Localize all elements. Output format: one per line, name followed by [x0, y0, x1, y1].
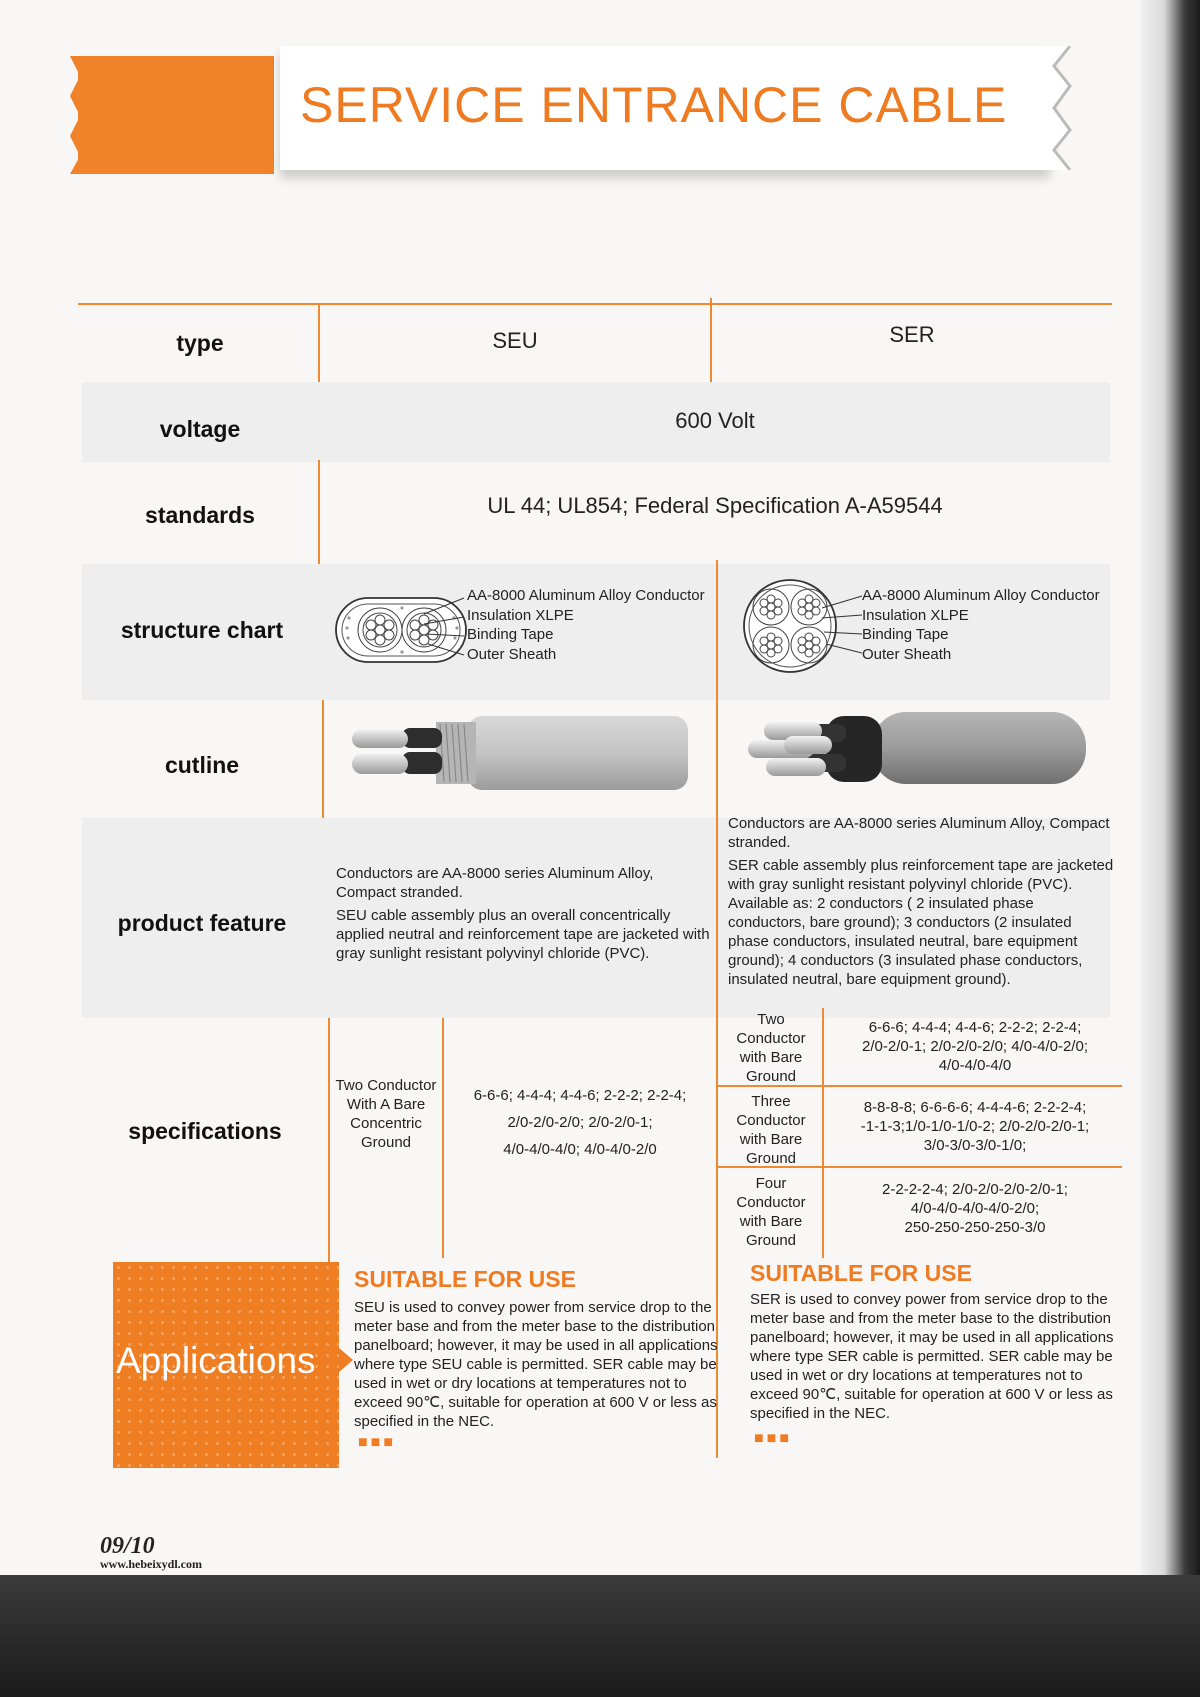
- footer-url: www.hebeixydl.com: [100, 1557, 202, 1571]
- label-specifications: specifications: [128, 1118, 282, 1144]
- page-title: SERVICE ENTRANCE CABLE: [300, 77, 1008, 133]
- callout-outer-sheath: Outer Sheath: [862, 645, 952, 663]
- seu-spec-line: 6-6-6; 4-4-4; 4-4-6; 2-2-2; 2-2-4;: [473, 1087, 687, 1104]
- ser-spec-line: 6-6-6; 4-4-4; 4-4-6; 2-2-2; 2-2-4;: [868, 1019, 1082, 1036]
- callout-outer-sheath: Outer Sheath: [467, 645, 557, 663]
- applications-label: Applications: [116, 1340, 316, 1381]
- callout-binding-tape: Binding Tape: [467, 626, 554, 643]
- page-number: 09/10: [100, 1533, 155, 1559]
- callout-conductor: AA-8000 Aluminum Alloy Conductor: [467, 587, 705, 604]
- seu-suitable-heading: SUITABLE FOR USE: [354, 1266, 576, 1292]
- ser-spec-values-3c: [828, 1098, 1122, 1155]
- label-cutline: cutline: [164, 752, 240, 778]
- banner-zigzag-right: [1048, 46, 1076, 170]
- ser-spec-type-2c: Two Conductor with Bare Ground: [736, 1011, 806, 1085]
- label-standards: standards: [145, 502, 255, 528]
- seu-dots-icon: ■■■: [358, 1434, 396, 1451]
- seu-spec-line: 2/0-2/0-2/0; 2/0-2/0-1;: [507, 1114, 653, 1131]
- seu-spec-type: Two Conductor With A Bare Concentric Ground: [335, 1077, 437, 1151]
- ser-spec-line: 4/0-4/0-4/0-4/0-2/0;: [910, 1200, 1040, 1217]
- seu-callout-leaders: [420, 594, 466, 660]
- callout-insulation: Insulation XLPE: [467, 606, 574, 624]
- label-voltage: voltage: [159, 416, 241, 442]
- ser-feature-text: [728, 814, 1114, 989]
- callout-insulation: Insulation XLPE: [862, 606, 969, 624]
- table-top-rule: [78, 303, 1112, 305]
- applications-arrow-icon: [339, 1348, 353, 1372]
- seu-spec-line: 4/0-4/0-4/0; 4/0-4/0-2/0: [503, 1141, 657, 1158]
- seu-applications-text: SEU is used to convey power from service drop to the meter base and from the meter base to the distribution panelboard; however, it may be used in all applications where type SEU cable is permitted. SER cable may be used in wet or dry locations at temperatures not to exceed 90℃, suitable for operation at 600 V or less as specified in the NEC.: [354, 1299, 718, 1430]
- ser-spec-line: 250-250-250-250-3/0: [904, 1219, 1046, 1236]
- ser-structure-callouts: [862, 586, 1102, 664]
- ser-spec-line: 2-2-2-2-4; 2/0-2/0-2/0-2/0-1;: [882, 1181, 1068, 1198]
- callout-binding-tape: Binding Tape: [862, 626, 949, 643]
- ser-spec-type-3c: Three Conductor with Bare Ground: [736, 1093, 806, 1167]
- divider: [328, 1018, 330, 1262]
- ser-spec-line: 2/0-2/0-1; 2/0-2/0-2/0; 4/0-4/0-2/0;: [862, 1038, 1088, 1055]
- divider: [442, 1018, 444, 1258]
- ser-feature-p1: Conductors are AA-8000 series Aluminum Alloy, Compact stranded.: [728, 815, 1110, 851]
- scan-bottom-band: [0, 1575, 1200, 1697]
- label-structure-chart: structure chart: [120, 617, 284, 643]
- ser-spec-values-2c: [828, 1018, 1122, 1075]
- page-edge-shadow: [1140, 0, 1200, 1697]
- ser-spec-type-4c: Four Conductor with Bare Ground: [736, 1175, 806, 1249]
- ser-dots-icon: ■■■: [754, 1430, 792, 1447]
- ser-applications-text: SER is used to convey power from service drop to the meter base and from the meter base to the distribution panelboard; however, it may be used in all applications where type SER cable is permitted. SER cable may be used in wet or dry locations at temperatures not to exceed 90℃, suitable for operation at 600 V or less as specified in the NEC.: [750, 1291, 1114, 1422]
- ser-spec-line: 3/0-3/0-3/0-1/0;: [923, 1137, 1027, 1154]
- label-product-feature: product feature: [117, 910, 287, 936]
- seu-cable-image: [350, 712, 690, 792]
- divider: [822, 1008, 824, 1258]
- ser-cable-image: [746, 708, 1090, 794]
- seu-feature-p1: Conductors are AA-8000 series Aluminum Alloy, Compact stranded.: [336, 865, 654, 901]
- ser-spec-line: 4/0-4/0-4/0: [938, 1057, 1012, 1074]
- ser-feature-p2: SER cable assembly plus reinforcement tape are jacketed with gray sunlight resistant polyvinyl chloride (PVC). Available as: 2 conductors ( 2 insulated phase conductors, bare ground); 3 conductors (2 insulated phase conductors, insulated neutral, bare equipment ground); 4 conductors (3 insulated phase conductors, insulated neutral, bare equipment ground).: [728, 857, 1114, 988]
- divider: [322, 700, 324, 818]
- type-ser: SER: [889, 322, 935, 347]
- standards-value: UL 44; UL854; Federal Specification A-A59544: [487, 493, 943, 518]
- banner-accent: [78, 56, 274, 174]
- ser-callout-leaders: [818, 592, 864, 658]
- seu-feature-text: [336, 864, 712, 963]
- ser-spec-line: 8-8-8-8; 6-6-6-6; 4-4-4-6; 2-2-2-4;: [863, 1099, 1087, 1116]
- type-seu: SEU: [492, 328, 538, 353]
- banner-zigzag-left: [70, 56, 84, 174]
- ser-spec-line: -1-1-3;1/0-1/0-1/0-2; 2/0-2/0-2/0-1;: [860, 1118, 1090, 1135]
- label-type: type: [176, 330, 224, 356]
- seu-spec-values: [446, 1082, 714, 1163]
- ser-spec-values-4c: [828, 1180, 1122, 1237]
- seu-structure-callouts: [467, 586, 712, 664]
- callout-conductor: AA-8000 Aluminum Alloy Conductor: [862, 587, 1100, 604]
- seu-feature-p2: SEU cable assembly plus an overall concentrically applied neutral and reinforcement tape are jacketed with gray sunlight resistant polyvinyl chloride (PVC).: [336, 907, 710, 962]
- ser-suitable-heading: SUITABLE FOR USE: [750, 1260, 972, 1286]
- voltage-value: 600 Volt: [675, 408, 755, 433]
